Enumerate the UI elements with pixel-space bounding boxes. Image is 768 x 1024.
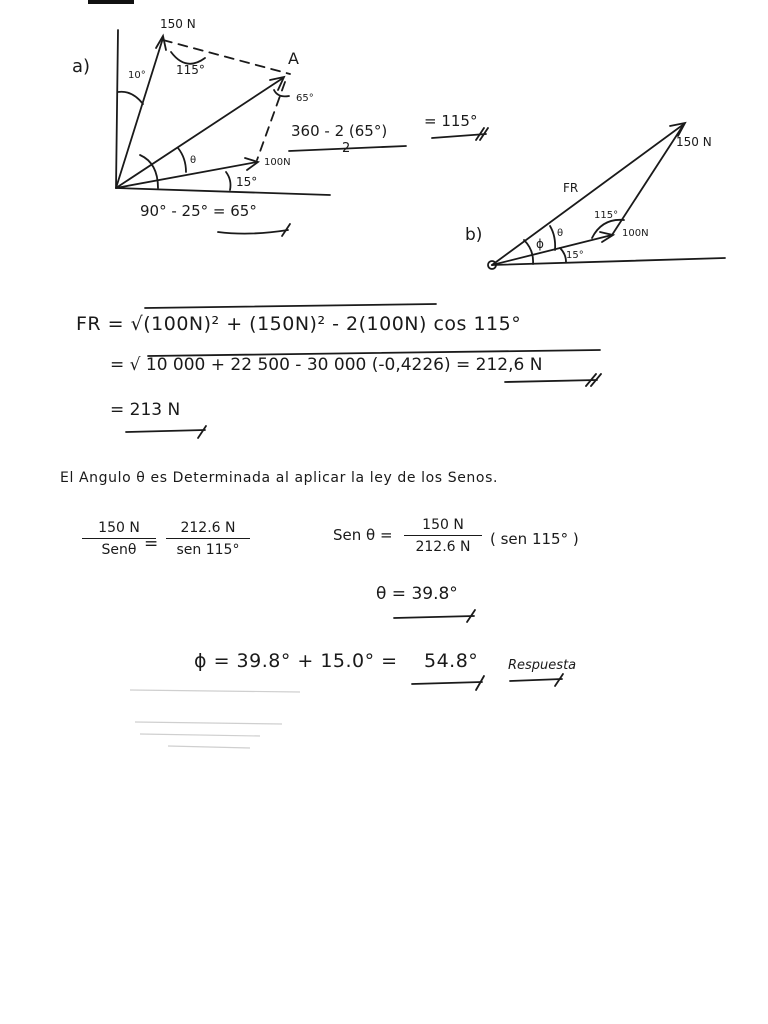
diagram-b-label-150n: 150 N [676, 135, 712, 149]
diagram-b-label-phi: ϕ [536, 237, 544, 251]
diagram-a-label-angle-15: 15° [236, 175, 258, 189]
diagram-a-label-angle-65: 65° [296, 93, 314, 104]
diagram-b-part-label: b) [465, 225, 483, 245]
diagram-a-label-150n: 150 N [160, 17, 196, 31]
bleed-line-3 [140, 734, 260, 736]
ratio-equals: = [144, 534, 159, 554]
fr-equation-line-3: = 213 N [110, 400, 181, 420]
diagram-a-calc-denominator: 2 [342, 141, 351, 156]
diagram-a-calc-result: = 115° [424, 112, 478, 130]
bleed-line-4 [168, 746, 250, 748]
sen-theta-denominator: 212.6 N [415, 539, 471, 555]
diagram-a-calc-numerator: 360 - 2 (65°) [291, 122, 388, 140]
diagram-a-label-angle-10: 10° [128, 70, 146, 81]
diagram-a-angle-calc: 90° - 25° = 65° [140, 202, 257, 220]
bleed-line-1 [130, 690, 300, 692]
phi-value: 54.8° [424, 650, 479, 672]
fr-equation-line-2: = √ 10 000 + 22 500 - 30 000 (-0,4226) = 212,6 N [110, 355, 543, 375]
diagram-a-part-label: a) [72, 56, 91, 77]
diagram-a-label-100n: 100N [264, 157, 291, 168]
ratio-left-denominator: Senθ [101, 542, 137, 558]
answer-label: Respuesta [508, 658, 577, 673]
ratio-right-denominator: sen 115° [176, 542, 240, 558]
bleed-line-2 [135, 722, 282, 724]
sen-theta-numerator: 150 N [404, 517, 482, 536]
ratio-left-numerator: 150 N [82, 520, 156, 539]
ratio-right-numerator: 212.6 N [166, 520, 250, 539]
diagram-a-label-theta: θ [190, 155, 197, 166]
diagram-b-label-theta: θ [557, 228, 564, 239]
diagram-a-label-point-a: A [288, 49, 299, 68]
diagram-b-label-angle-15: 15° [566, 250, 584, 261]
sen-theta-lhs: Sen θ = [333, 526, 393, 544]
diagram-b-label-100n: 100N [622, 228, 649, 239]
phi-result: ϕ = 39.8° + 15.0° = [194, 650, 398, 672]
theta-result: θ = 39.8° [376, 584, 458, 604]
fr-equation-line-1: FR = √(100N)² + (150N)² - 2(100N) cos 115° [76, 313, 522, 335]
diagram-b-label-fr: FR [563, 181, 579, 195]
diagram-a-label-angle-115: 115° [176, 63, 205, 77]
sen-theta-rhs: ( sen 115° ) [490, 530, 579, 548]
law-of-sines-sentence: El Angulo θ es Determinada al aplicar la ley de los Senos. [60, 470, 499, 486]
diagram-b-label-angle-115: 115° [594, 210, 619, 221]
